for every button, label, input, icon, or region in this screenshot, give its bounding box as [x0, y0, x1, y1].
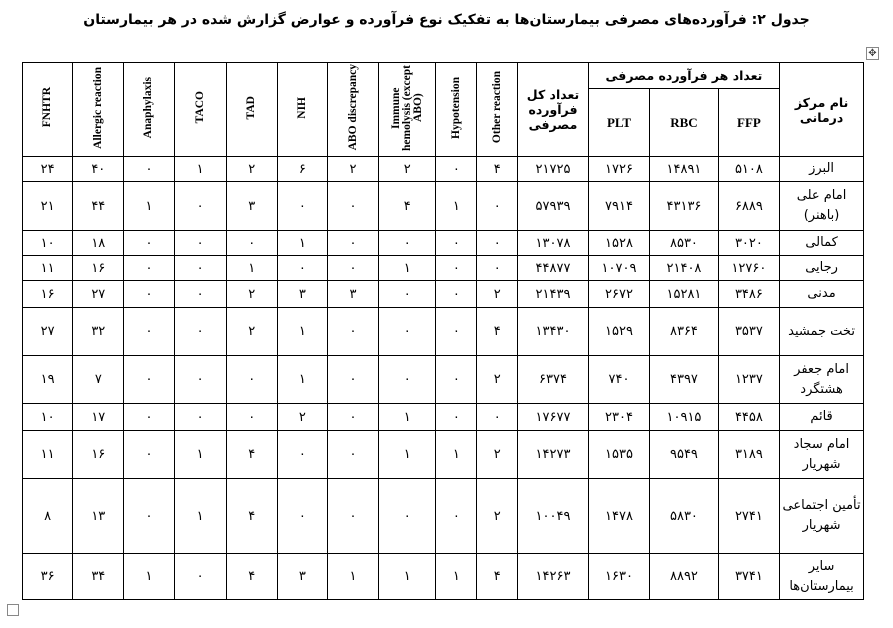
cell-immune-hemolysis: ۰ [379, 308, 436, 356]
cell-fnhtr: ۱۹ [23, 356, 73, 404]
cell-fnhtr: ۲۱ [23, 182, 73, 231]
cell-abo-discrepancy: ۰ [327, 356, 378, 404]
cell-anaphylaxis: ۰ [124, 157, 174, 182]
cell-hypotension: ۰ [436, 404, 477, 431]
table-row [23, 554, 864, 600]
cell-allergic-reaction: ۳۴ [73, 554, 124, 600]
cell-ffp: ۳۵۳۷ [718, 308, 779, 356]
cell-taco: ۰ [174, 356, 226, 404]
cell-fnhtr: ۳۶ [23, 554, 73, 600]
cell-allergic-reaction: ۳۲ [73, 308, 124, 356]
cell-anaphylaxis: ۰ [124, 231, 174, 256]
cell-plt: ۱۷۲۶ [588, 157, 649, 182]
cell-taco: ۱ [174, 479, 226, 554]
header-abo-discrepancy: ABO discrepancy [346, 64, 359, 151]
cell-allergic-reaction: ۱۶ [73, 431, 124, 479]
cell-other-reaction: ۲ [477, 356, 518, 404]
data-table [22, 62, 864, 600]
cell-plt: ۱۰۷۰۹ [588, 256, 649, 281]
cell-immune-hemolysis: ۰ [379, 231, 436, 256]
header-plt: PLT [588, 89, 649, 157]
cell-tad: ۲ [226, 281, 277, 308]
header-rbc: RBC [650, 89, 719, 157]
header-taco: TACO [193, 91, 206, 124]
cell-plt: ۱۵۲۸ [588, 231, 649, 256]
cell-fnhtr: ۲۴ [23, 157, 73, 182]
cell-allergic-reaction: ۱۶ [73, 256, 124, 281]
cell-allergic-reaction: ۴۰ [73, 157, 124, 182]
table-row [23, 256, 864, 281]
cell-other-reaction: ۴ [477, 308, 518, 356]
cell-ffp: ۳۱۸۹ [718, 431, 779, 479]
cell-other-reaction: ۴ [477, 554, 518, 600]
cell-total: ۱۰۰۴۹ [518, 479, 589, 554]
cell-abo-discrepancy: ۰ [327, 231, 378, 256]
cell-rbc: ۵۸۳۰ [650, 479, 719, 554]
cell-allergic-reaction: ۲۷ [73, 281, 124, 308]
cell-rbc: ۸۸۹۲ [650, 554, 719, 600]
cell-plt: ۱۶۳۰ [588, 554, 649, 600]
cell-hypotension: ۰ [436, 479, 477, 554]
cell-immune-hemolysis: ۱ [379, 256, 436, 281]
cell-other-reaction: ۰ [477, 182, 518, 231]
cell-hypotension: ۱ [436, 554, 477, 600]
cell-ffp: ۱۲۷۶۰ [718, 256, 779, 281]
header-other-reaction: Other reaction [490, 71, 503, 144]
cell-ffp: ۳۴۸۶ [718, 281, 779, 308]
cell-taco: ۰ [174, 256, 226, 281]
cell-immune-hemolysis: ۰ [379, 356, 436, 404]
cell-rbc: ۱۵۲۸۱ [650, 281, 719, 308]
cell-total: ۲۱۷۲۵ [518, 157, 589, 182]
header-nih: NIH [295, 96, 308, 119]
cell-center-name: سایر بیمارستان‌ها [780, 554, 864, 600]
cell-total: ۱۴۲۶۳ [518, 554, 589, 600]
cell-taco: ۰ [174, 231, 226, 256]
cell-nih: ۲ [277, 404, 327, 431]
cell-taco: ۰ [174, 308, 226, 356]
cell-ffp: ۳۰۲۰ [718, 231, 779, 256]
cell-ffp: ۲۷۴۱ [718, 479, 779, 554]
table-resize-handle[interactable] [7, 604, 19, 616]
cell-total: ۴۴۸۷۷ [518, 256, 589, 281]
cell-abo-discrepancy: ۰ [327, 308, 378, 356]
cell-total: ۲۱۴۳۹ [518, 281, 589, 308]
cell-center-name: کمالی [780, 231, 864, 256]
cell-ffp: ۶۸۸۹ [718, 182, 779, 231]
cell-fnhtr: ۱۰ [23, 404, 73, 431]
header-fnhtr: FNHTR [41, 87, 54, 128]
cell-taco: ۰ [174, 554, 226, 600]
cell-nih: ۱ [277, 231, 327, 256]
cell-plt: ۱۴۷۸ [588, 479, 649, 554]
table-row [23, 231, 864, 256]
cell-rbc: ۱۴۸۹۱ [650, 157, 719, 182]
table-row [23, 157, 864, 182]
cell-taco: ۰ [174, 182, 226, 231]
cell-allergic-reaction: ۱۷ [73, 404, 124, 431]
cell-center-name: امام علی (باهنر) [780, 182, 864, 231]
cell-hypotension: ۰ [436, 157, 477, 182]
cell-nih: ۱ [277, 308, 327, 356]
cell-abo-discrepancy: ۰ [327, 404, 378, 431]
cell-taco: ۰ [174, 404, 226, 431]
cell-plt: ۱۵۲۹ [588, 308, 649, 356]
cell-center-name: امام جعفر هشتگرد [780, 356, 864, 404]
cell-tad: ۴ [226, 479, 277, 554]
table-row [23, 479, 864, 554]
cell-immune-hemolysis: ۰ [379, 281, 436, 308]
cell-total: ۱۴۲۷۳ [518, 431, 589, 479]
cell-abo-discrepancy: ۰ [327, 182, 378, 231]
cell-abo-discrepancy: ۲ [327, 157, 378, 182]
cell-total: ۵۷۹۳۹ [518, 182, 589, 231]
cell-tad: ۴ [226, 554, 277, 600]
cell-anaphylaxis: ۱ [124, 182, 174, 231]
cell-tad: ۲ [226, 157, 277, 182]
cell-anaphylaxis: ۰ [124, 256, 174, 281]
header-hypotension: Hypotension [449, 76, 462, 139]
cell-rbc: ۴۳۱۳۶ [650, 182, 719, 231]
cell-allergic-reaction: ۱۳ [73, 479, 124, 554]
cell-allergic-reaction: ۷ [73, 356, 124, 404]
cell-hypotension: ۰ [436, 256, 477, 281]
cell-tad: ۰ [226, 231, 277, 256]
cell-anaphylaxis: ۰ [124, 281, 174, 308]
cell-tad: ۱ [226, 256, 277, 281]
cell-center-name: مدنی [780, 281, 864, 308]
table-move-handle-icon[interactable]: ✥ [866, 47, 879, 60]
cell-tad: ۰ [226, 404, 277, 431]
cell-hypotension: ۰ [436, 356, 477, 404]
cell-total: ۶۳۷۴ [518, 356, 589, 404]
cell-abo-discrepancy: ۰ [327, 431, 378, 479]
cell-rbc: ۹۵۴۹ [650, 431, 719, 479]
cell-abo-discrepancy: ۱ [327, 554, 378, 600]
cell-rbc: ۸۵۳۰ [650, 231, 719, 256]
cell-immune-hemolysis: ۰ [379, 479, 436, 554]
table-caption: جدول ۲: فرآورده‌های مصرفی بیمارستان‌ها به تفکیک نوع فرآورده و عوارض گزارش شده در هر بیمارستان [83, 12, 810, 28]
cell-immune-hemolysis: ۴ [379, 182, 436, 231]
header-center-name: نام مرکز درمانی [780, 63, 864, 157]
cell-total: ۱۳۰۷۸ [518, 231, 589, 256]
cell-center-name: تخت جمشید [780, 308, 864, 356]
cell-fnhtr: ۱۶ [23, 281, 73, 308]
cell-hypotension: ۰ [436, 281, 477, 308]
cell-fnhtr: ۱۰ [23, 231, 73, 256]
cell-plt: ۷۹۱۴ [588, 182, 649, 231]
cell-nih: ۱ [277, 356, 327, 404]
cell-anaphylaxis: ۰ [124, 479, 174, 554]
cell-abo-discrepancy: ۳ [327, 281, 378, 308]
cell-abo-discrepancy: ۰ [327, 479, 378, 554]
cell-hypotension: ۱ [436, 431, 477, 479]
cell-nih: ۰ [277, 431, 327, 479]
table-row [23, 431, 864, 479]
cell-rbc: ۴۳۹۷ [650, 356, 719, 404]
cell-center-name: تأمین اجتماعی شهریار [780, 479, 864, 554]
table-row [23, 356, 864, 404]
cell-nih: ۳ [277, 281, 327, 308]
header-immune-hemolysis: Immune hemolysis (except ABO) [389, 64, 424, 151]
cell-taco: ۱ [174, 157, 226, 182]
cell-nih: ۰ [277, 479, 327, 554]
cell-anaphylaxis: ۰ [124, 356, 174, 404]
header-tad: TAD [245, 95, 258, 120]
cell-hypotension: ۱ [436, 182, 477, 231]
cell-ffp: ۱۲۳۷ [718, 356, 779, 404]
cell-fnhtr: ۱۱ [23, 431, 73, 479]
header-products-group: تعداد هر فرآورده مصرفی [588, 63, 779, 89]
cell-ffp: ۳۷۴۱ [718, 554, 779, 600]
cell-allergic-reaction: ۱۸ [73, 231, 124, 256]
cell-plt: ۷۴۰ [588, 356, 649, 404]
cell-total: ۱۳۴۳۰ [518, 308, 589, 356]
cell-tad: ۳ [226, 182, 277, 231]
cell-nih: ۰ [277, 256, 327, 281]
cell-ffp: ۴۴۵۸ [718, 404, 779, 431]
cell-immune-hemolysis: ۱ [379, 554, 436, 600]
cell-anaphylaxis: ۰ [124, 308, 174, 356]
cell-taco: ۱ [174, 431, 226, 479]
cell-other-reaction: ۲ [477, 281, 518, 308]
cell-nih: ۶ [277, 157, 327, 182]
cell-rbc: ۱۰۹۱۵ [650, 404, 719, 431]
cell-tad: ۰ [226, 356, 277, 404]
cell-anaphylaxis: ۰ [124, 404, 174, 431]
cell-plt: ۲۶۷۲ [588, 281, 649, 308]
cell-fnhtr: ۸ [23, 479, 73, 554]
cell-other-reaction: ۴ [477, 157, 518, 182]
cell-rbc: ۸۳۶۴ [650, 308, 719, 356]
cell-immune-hemolysis: ۲ [379, 157, 436, 182]
cell-center-name: البرز [780, 157, 864, 182]
cell-immune-hemolysis: ۱ [379, 404, 436, 431]
cell-other-reaction: ۰ [477, 404, 518, 431]
cell-center-name: رجایی [780, 256, 864, 281]
table-row [23, 308, 864, 356]
header-anaphylaxis: Anaphylaxis [142, 76, 155, 139]
cell-other-reaction: ۰ [477, 256, 518, 281]
cell-fnhtr: ۱۱ [23, 256, 73, 281]
cell-hypotension: ۰ [436, 231, 477, 256]
cell-anaphylaxis: ۱ [124, 554, 174, 600]
cell-plt: ۱۵۳۵ [588, 431, 649, 479]
header-total-products: تعداد کل فرآورده مصرفی [518, 63, 589, 157]
cell-other-reaction: ۲ [477, 479, 518, 554]
cell-center-name: قائم [780, 404, 864, 431]
cell-center-name: امام سجاد شهریار [780, 431, 864, 479]
cell-rbc: ۲۱۴۰۸ [650, 256, 719, 281]
cell-ffp: ۵۱۰۸ [718, 157, 779, 182]
cell-nih: ۳ [277, 554, 327, 600]
cell-total: ۱۷۶۷۷ [518, 404, 589, 431]
cell-anaphylaxis: ۰ [124, 431, 174, 479]
table-row [23, 281, 864, 308]
table-row [23, 404, 864, 431]
cell-plt: ۲۳۰۴ [588, 404, 649, 431]
cell-fnhtr: ۲۷ [23, 308, 73, 356]
cell-tad: ۴ [226, 431, 277, 479]
table-row [23, 182, 864, 231]
cell-hypotension: ۰ [436, 308, 477, 356]
header-allergic-reaction: Allergic reaction [91, 66, 104, 149]
cell-other-reaction: ۰ [477, 231, 518, 256]
cell-taco: ۰ [174, 281, 226, 308]
cell-immune-hemolysis: ۱ [379, 431, 436, 479]
cell-abo-discrepancy: ۰ [327, 256, 378, 281]
cell-allergic-reaction: ۴۴ [73, 182, 124, 231]
cell-other-reaction: ۲ [477, 431, 518, 479]
cell-tad: ۲ [226, 308, 277, 356]
header-ffp: FFP [718, 89, 779, 157]
cell-nih: ۰ [277, 182, 327, 231]
